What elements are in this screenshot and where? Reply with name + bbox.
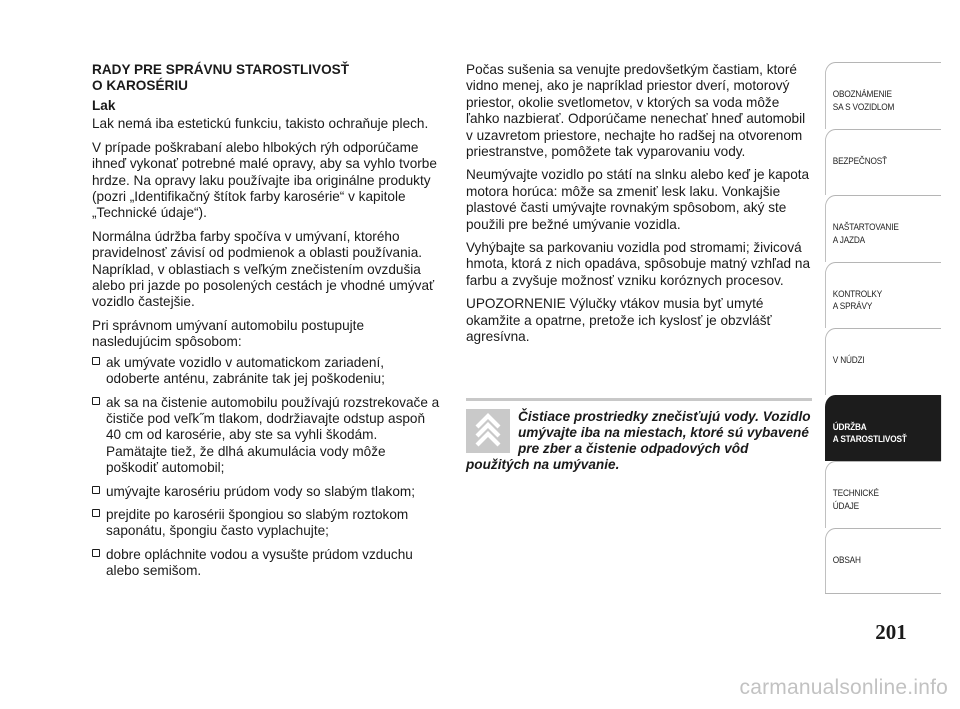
chapter-sidebar <box>825 62 960 594</box>
tab-label: V NÚDZI <box>832 355 865 366</box>
list-item <box>92 547 440 580</box>
paragraph: V prípade poškrabaní alebo hlbokých rýh odporúčame ihneď vykonať potrebné malé opravy, aby sa vyhlo tvorbe hrdze. Na opravy laku používajte iba originálne produkty (pozri „Identifikačný štítok farby karosérie“ v kapitole „Technické údaje“). <box>92 139 437 221</box>
list-item <box>92 484 440 500</box>
list-item-text: dobre opláchnite vodou a vysušte prúdom vzduchu alebo semišom. <box>106 546 413 579</box>
tab-v-nudzi[interactable] <box>825 328 941 395</box>
paragraph: Pri správnom umývaní automobilu postupujte nasledujúcim spôsobom: <box>92 317 365 350</box>
tab-kontrolky[interactable] <box>825 262 941 329</box>
checkbox-bullet-icon <box>92 549 100 557</box>
section-title-line1: RADY PRE SPRÁVNU STAROSTLIVOSŤ <box>92 62 350 77</box>
tab-label: ÚDAJE <box>832 500 859 512</box>
list-item-text: prejdite po karosérii špongiou so slabým roztokom saponátu, špongiu často vyplachujte; <box>106 506 409 539</box>
recycle-arrows-icon <box>466 409 510 453</box>
tab-label: NAŠTARTOVANIE <box>832 222 899 233</box>
tab-label: TECHNICKÉ <box>832 488 879 499</box>
list-item-text: ak sa na čistenie automobilu používajú rozstrekovače a čističe pod veľk˝m tlakom, dodržiavajte odstup aspoň 40 cm od karosérie, aby ste sa vyhli škodám. Pamätajte tiež, že dlhá akumulácia vody môže poškodiť automobil; <box>106 394 440 476</box>
subheading-lak: Lak <box>92 98 116 113</box>
tab-label: A JAZDA <box>832 234 866 246</box>
tab-label: BEZPEČNOSŤ <box>832 155 887 167</box>
checkbox-bullet-icon <box>92 509 100 517</box>
paragraph: Počas sušenia sa venujte predovšetkým častiam, ktoré vidno menej, ako je napríklad priestor dverí, motorový priestor, okolie svetlometov, v ktorých sa voda môže ľahko nazbierať. Odporúčame nenechať hneď automobil v uzavretom priestore, nechajte ho radšej na otvorenom priestranstve, pomôžete tak vyparovaniu vody. <box>466 62 806 160</box>
paragraph: Lak nemá iba estetickú funkciu, takisto ochraňuje plech. <box>92 116 429 132</box>
list-item <box>92 507 440 540</box>
list-item <box>92 395 440 477</box>
list-item <box>92 355 440 388</box>
tab-udrzba[interactable] <box>825 395 941 462</box>
tab-oboznamenie[interactable] <box>825 62 941 129</box>
tab-label: A SPRÁVY <box>832 301 873 312</box>
tab-nastartovanie[interactable] <box>825 195 941 262</box>
tab-label: SA S VOZIDLOM <box>832 101 895 113</box>
checkbox-bullet-icon <box>92 397 100 405</box>
paragraph: Normálna údržba farby spočíva v umývaní, ktorého pravidelnosť závisí od podmienok a oblasti používania. Napríklad, v oblastiach s veľkým znečistením ovzdušia alebo pri jazde po posolených cestách je vhodné umývať vozidlo častejšie. <box>92 228 435 310</box>
section-title-line2: O KAROSÉRIU <box>92 78 188 93</box>
divider <box>466 398 812 401</box>
environment-note <box>466 398 812 473</box>
tab-label: A STAROSTLIVOSŤ <box>832 434 907 445</box>
washing-steps-list <box>92 355 440 580</box>
paragraph: Vyhýbajte sa parkovaniu vozidla pod stromami; živicová hmota, ktorá z nich opadáva, spôsobuje matný vzhľad na farbu a zvyšuje možnosť vzniku koróznych procesov. <box>466 240 811 288</box>
environment-note-text: Čistiace prostriedky znečisťujú vody. Vozidlo umývajte iba na miestach, ktoré sú vybavené pre zber a čistenie odpadových vôd použitých na umývanie. <box>466 409 811 472</box>
watermark: carmanualsonline.info <box>739 676 948 699</box>
left-column <box>92 62 440 587</box>
tab-technicke-udaje[interactable] <box>825 461 941 528</box>
tab-label: OBSAH <box>832 554 861 566</box>
checkbox-bullet-icon <box>92 357 100 365</box>
tab-label: ÚDRŽBA <box>832 421 867 433</box>
tab-bezpecnost[interactable] <box>825 129 941 196</box>
list-item-text: umývajte karosériu prúdom vody so slabým tlakom; <box>106 483 415 499</box>
page-number: 201 <box>875 620 907 644</box>
tab-obsah[interactable] <box>825 528 941 595</box>
section-title <box>92 62 440 94</box>
tab-label: OBOZNÁMENIE <box>832 89 892 100</box>
paragraph: UPOZORNENIE Výlučky vtákov musia byť umyté okamžite a opatrne, pretože ich kyslosť je obzvlášť agresívna. <box>466 296 772 345</box>
right-column <box>466 62 812 353</box>
list-item-text: ak umývate vozidlo v automatickom zariadení, odoberte anténu, zabránite tak jej poškodeniu; <box>106 354 385 387</box>
paragraph: Neumývajte vozidlo po státí na slnku alebo keď je kapota motora horúca: môže sa zmeniť lesk laku. Vonkajšie plastové časti umývajte rovnakým spôsobom, aký ste použili pre bežné umývanie vozidla. <box>466 167 810 232</box>
tab-label: KONTROLKY <box>832 288 883 300</box>
checkbox-bullet-icon <box>92 486 100 494</box>
